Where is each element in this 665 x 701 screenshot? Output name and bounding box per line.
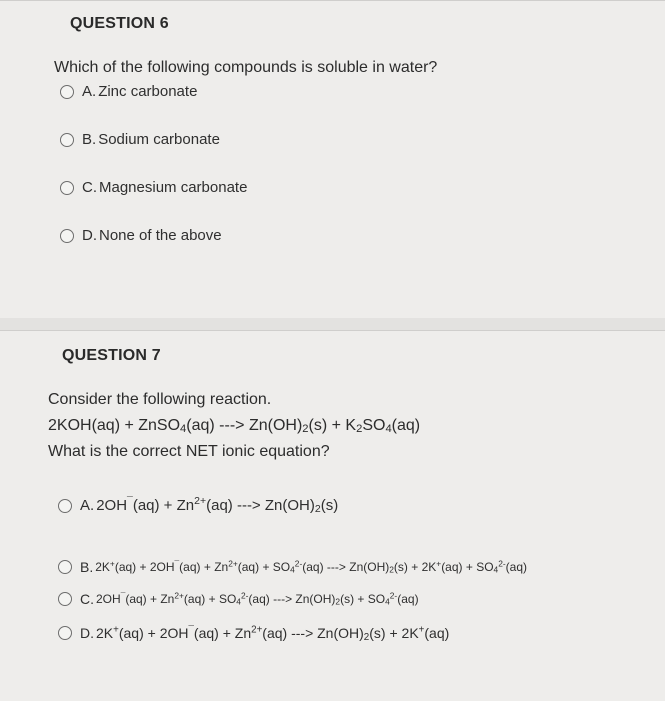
radio-button[interactable]: [60, 133, 74, 147]
q7-option-a[interactable]: [58, 497, 338, 514]
reaction-part: SO: [362, 417, 386, 434]
question-7-prompt-line1: Consider the following reaction.: [48, 391, 272, 408]
option-text: None of the above: [99, 227, 222, 244]
radio-button[interactable]: [58, 560, 72, 574]
option-letter: B.: [82, 131, 97, 148]
reaction-part: (s) + K: [308, 417, 357, 434]
question-7-reaction: [48, 417, 420, 435]
option-letter: A.: [80, 497, 95, 514]
q6-option-c[interactable]: [60, 179, 247, 196]
q7-option-c[interactable]: [58, 591, 419, 607]
radio-button[interactable]: [60, 85, 74, 99]
reaction-sub: 4: [385, 423, 392, 436]
option-text: Magnesium carbonate: [99, 179, 248, 196]
question-6-title: QUESTION 6: [70, 15, 169, 32]
option-letter: C.: [82, 179, 97, 196]
question-6-prompt: Which of the following compounds is soluble in water?: [54, 59, 438, 76]
option-text: Sodium carbonate: [98, 131, 220, 148]
radio-button[interactable]: [58, 592, 72, 606]
question-6-panel: [0, 0, 665, 319]
reaction-sub: 4: [180, 423, 187, 436]
option-letter: D.: [82, 227, 97, 244]
option-letter: D.: [80, 625, 94, 641]
q6-option-b[interactable]: [60, 131, 220, 148]
reaction-sub: 2: [356, 423, 363, 436]
question-7-title: QUESTION 7: [62, 347, 161, 364]
q6-option-a[interactable]: [60, 83, 197, 100]
section-divider: [0, 318, 665, 330]
option-text: $2K^+(aq) + 2OH^¯(aq) + Zn^{2+}(aq)$ ---> $Zn(OH)_2(s) + 2K^+(aq)$: [96, 624, 450, 643]
option-text: $2K^+(aq) + 2OH^¯(aq) + Zn^{2+}(aq) + SO_4^{2-}(aq)$ ---> $Zn(OH)_2(s) + 2K^+(aq) + SO_4^{2-}(aq)$: [95, 558, 528, 575]
option-text: $2OH^¯(aq) + Zn^{2+}(aq) + SO_4^{2-}(aq)$ ---> $Zn(OH)_2(s) + SO_4^{2-}(aq)$: [96, 590, 419, 607]
q7-option-b[interactable]: [58, 559, 527, 575]
option-letter: C.: [80, 591, 94, 607]
reaction-part: 2KOH(aq) + ZnSO: [48, 417, 181, 434]
option-text: $2OH^¯(aq) + Zn^{2+}(aq)$ ---> $Zn(OH)_2(s)$: [96, 495, 339, 516]
radio-button[interactable]: [60, 181, 74, 195]
question-7-prompt-line3: What is the correct NET ionic equation?: [48, 443, 330, 460]
q7-option-d[interactable]: [58, 625, 449, 641]
option-letter: A.: [82, 83, 97, 100]
radio-button[interactable]: [58, 499, 72, 513]
question-7-panel: [0, 330, 665, 701]
option-text: Zinc carbonate: [98, 83, 198, 100]
radio-button[interactable]: [58, 626, 72, 640]
radio-button[interactable]: [60, 229, 74, 243]
reaction-part: (aq): [391, 417, 421, 434]
option-letter: B.: [80, 559, 94, 575]
q6-option-d[interactable]: [60, 227, 222, 244]
reaction-sub: 2: [302, 423, 309, 436]
reaction-part: (aq) ---> Zn(OH): [186, 417, 303, 434]
